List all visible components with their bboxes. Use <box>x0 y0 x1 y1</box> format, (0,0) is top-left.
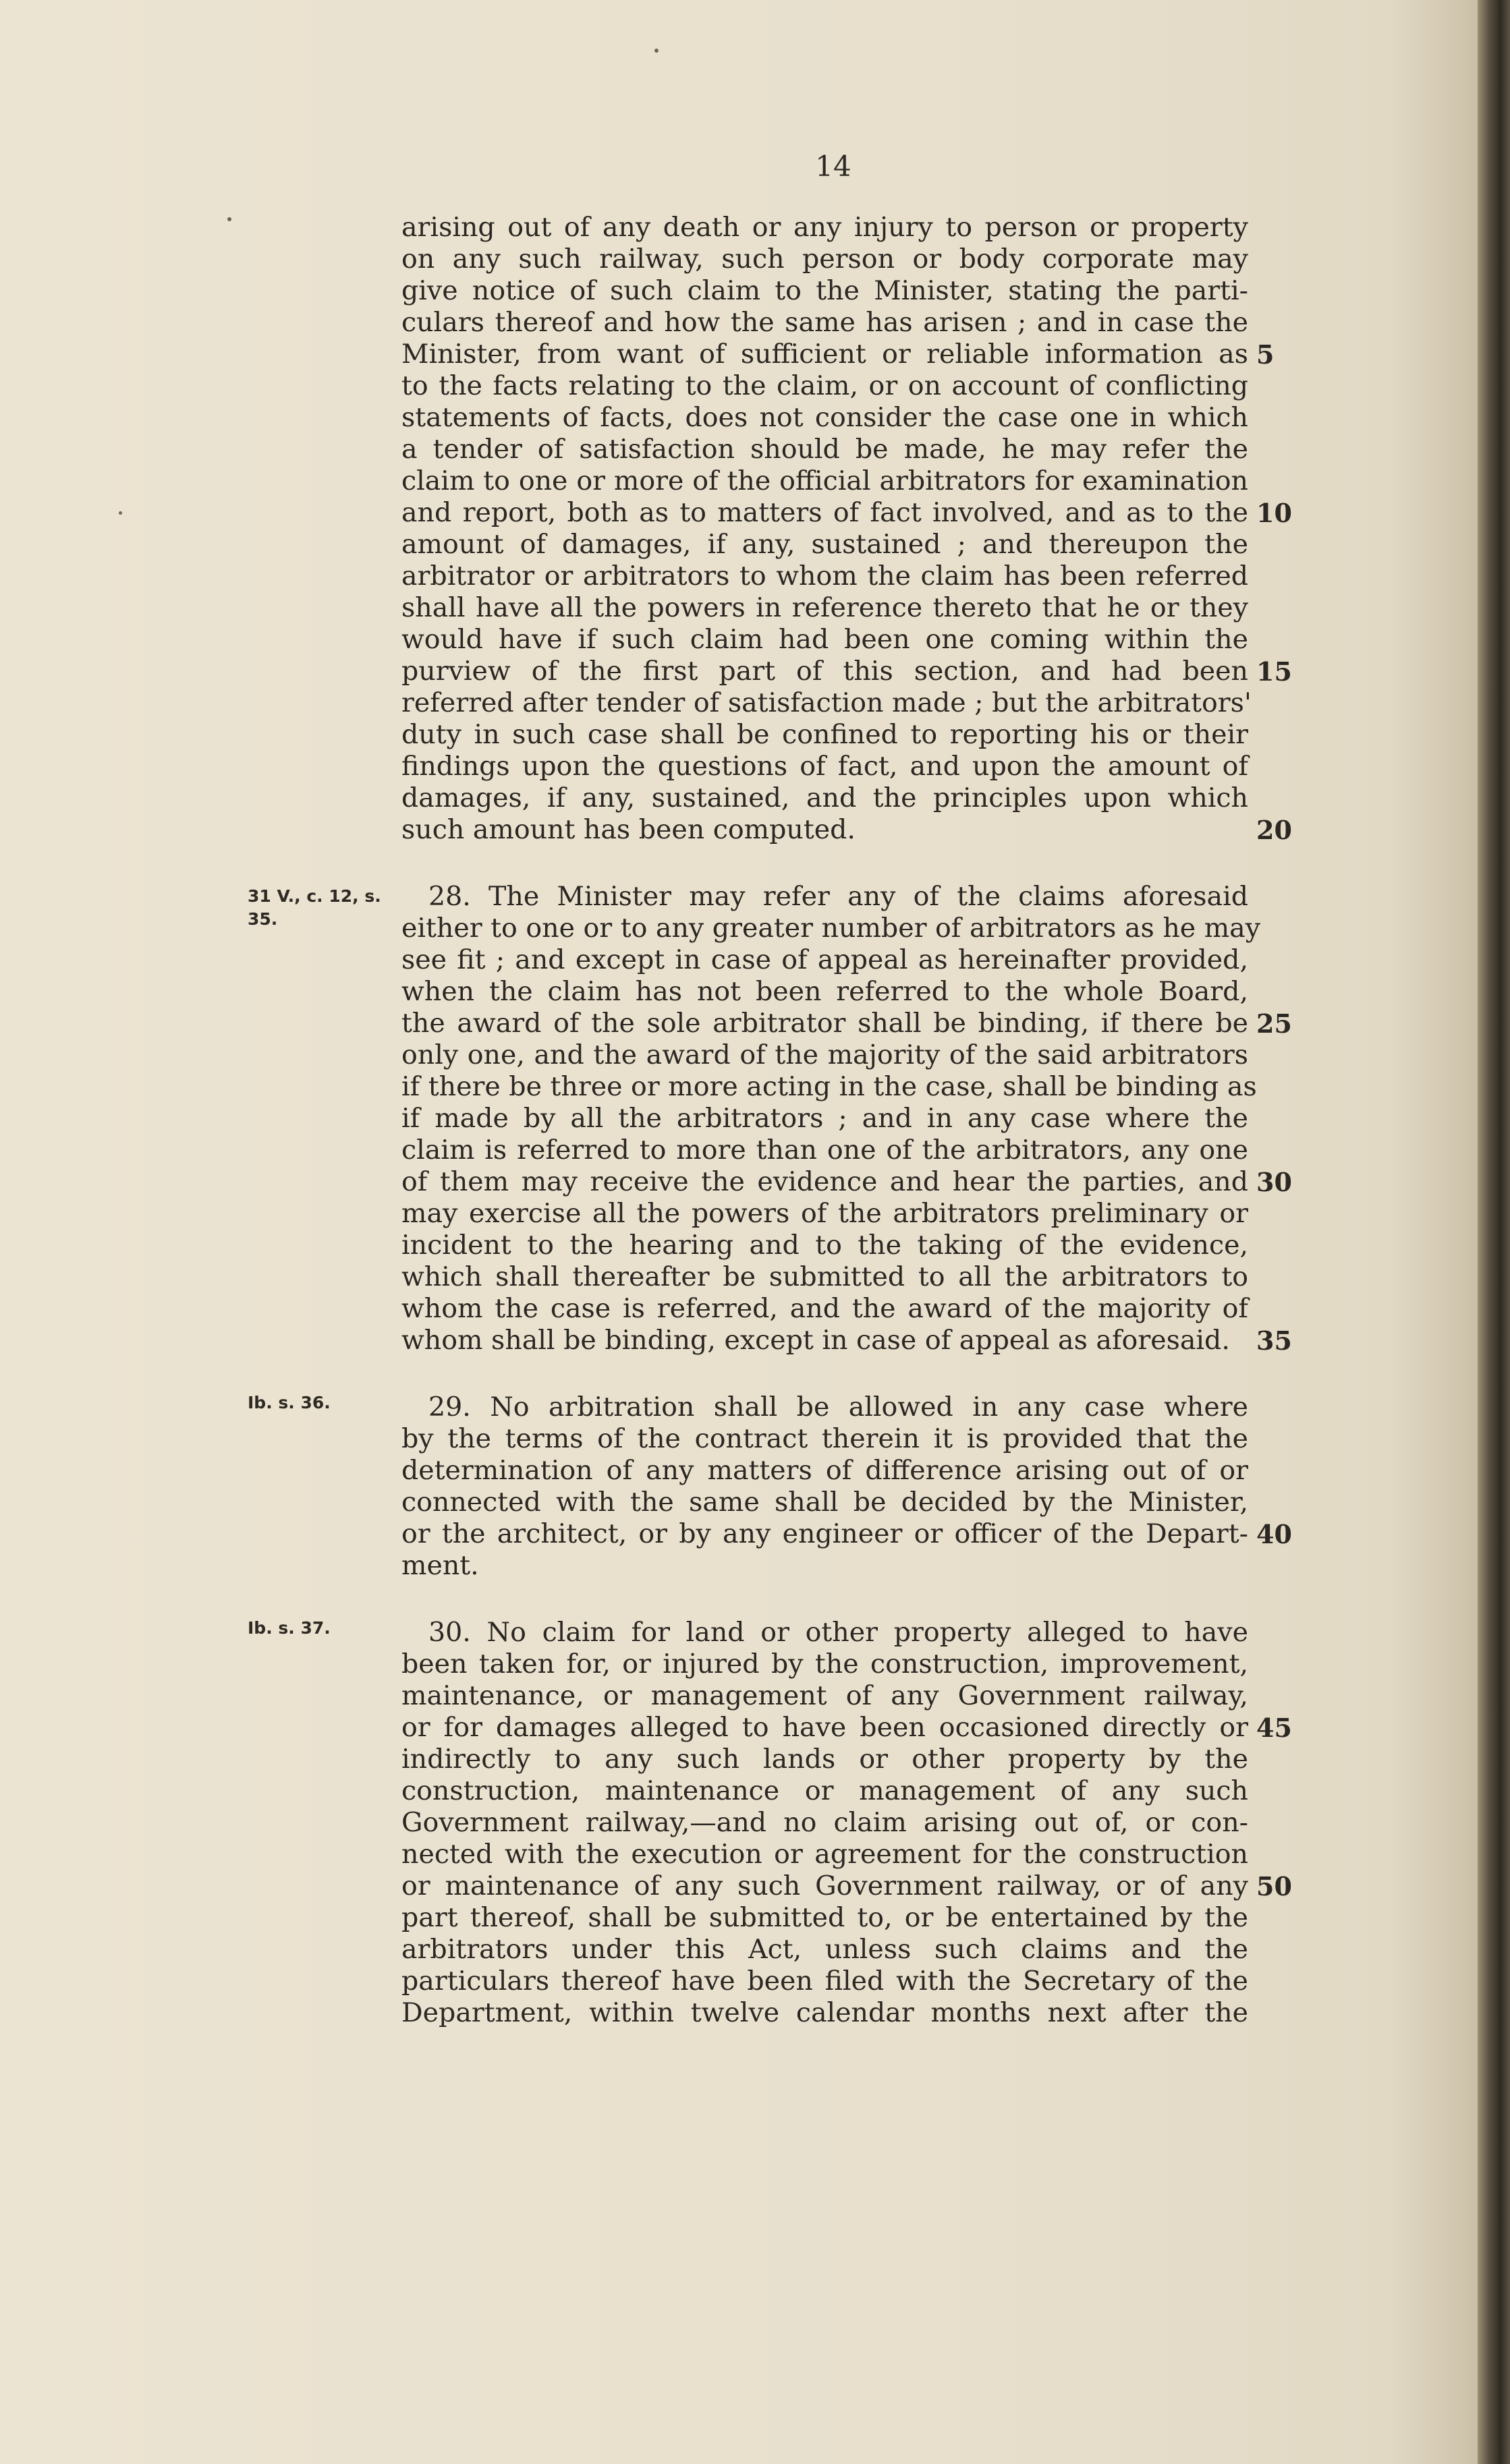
text-line: statements of facts, does not consider the case one in which <box>401 402 1248 433</box>
section-29-first-line: 29. No arbitration shall be allowed in any case where <box>428 1392 1248 1423</box>
text-line: by the terms of the contract therein it is provided that the <box>401 1423 1248 1454</box>
line-number: 40 <box>1256 1519 1292 1549</box>
text-line: construction, maintenance or management of any such <box>401 1775 1248 1806</box>
text-line: if made by all the arbitrators ; and in any case where the <box>401 1103 1248 1134</box>
text-line: determination of any matters of difference arising out of or <box>401 1455 1248 1486</box>
text-line: amount of damages, if any, sustained ; and thereupon the <box>401 529 1248 560</box>
text-line: claim to one or more of the official arbitrators for examination <box>401 465 1248 496</box>
section-30-first-line: 30. No claim for land or other property alleged to have <box>428 1617 1248 1648</box>
text-line: arising out of any death or any injury to person or property <box>401 212 1248 243</box>
text-line: such amount has been computed. <box>401 814 856 845</box>
margin-citation-s29: Ib. s. 36. <box>248 1393 331 1412</box>
text-line: arbitrator or arbitrators to whom the claim has been referred <box>401 561 1248 592</box>
text-line: nected with the execution or agreement for the construction <box>401 1839 1248 1870</box>
book-spine <box>1478 0 1510 2464</box>
text-line: culars thereof and how the same has arisen ; and in case the <box>401 307 1248 338</box>
text-line: Government railway,—and no claim arising out of, or con- <box>401 1807 1248 1838</box>
text-line: been taken for, or injured by the construction, improvement, <box>401 1649 1248 1680</box>
text-line: to the facts relating to the claim, or on account of conflicting <box>401 370 1248 401</box>
text-line: the award of the sole arbitrator shall be binding, if there be <box>401 1008 1248 1039</box>
text-line: either to one or to any greater number of arbitrators as he may <box>401 913 1261 944</box>
text-line: incident to the hearing and to the taking of the evidence, <box>401 1230 1248 1261</box>
text-line: purview of the first part of this section, and had been <box>401 656 1248 687</box>
line-number: 10 <box>1256 498 1292 528</box>
text-line: see fit ; and except in case of appeal as hereinafter provided, <box>401 944 1248 975</box>
text-line: or the architect, or by any engineer or officer of the Depart- <box>401 1518 1248 1549</box>
line-number: 15 <box>1256 656 1292 687</box>
margin-citation-s28: 31 V., c. 12, s. <box>248 886 381 906</box>
text-line: and report, both as to matters of fact involved, and as to the <box>401 497 1248 528</box>
text-line: which shall thereafter be submitted to all the arbitrators to <box>401 1261 1248 1292</box>
margin-citation-s30: Ib. s. 37. <box>248 1618 331 1638</box>
text-line: duty in such case shall be confined to reporting his or their <box>401 719 1248 750</box>
line-number: 35 <box>1256 1325 1292 1356</box>
text-line: ment. <box>401 1550 479 1581</box>
paper-speck <box>654 49 659 53</box>
text-line: if there be three or more acting in the case, shall be binding as <box>401 1071 1257 1102</box>
line-number: 20 <box>1256 815 1292 845</box>
page-number: 14 <box>815 150 851 183</box>
text-line: give notice of such claim to the Minister, stating the parti- <box>401 275 1248 306</box>
section-28-first-line: 28. The Minister may refer any of the claims aforesaid <box>428 881 1248 912</box>
text-line: when the claim has not been referred to the whole Board, <box>401 976 1248 1007</box>
text-line: referred after tender of satisfaction made ; but the arbitrators' <box>401 687 1252 718</box>
text-line: of them may receive the evidence and hear the parties, and <box>401 1166 1248 1197</box>
text-line: Department, within twelve calendar months next after the <box>401 1997 1248 2028</box>
text-line: or for damages alleged to have been occasioned directly or <box>401 1712 1248 1743</box>
text-line: a tender of satisfaction should be made, he may refer the <box>401 434 1248 465</box>
text-line: only one, and the award of the majority of the said arbitrators <box>401 1039 1248 1070</box>
text-line: findings upon the questions of fact, and upon the amount of <box>401 751 1248 782</box>
line-number: 30 <box>1256 1167 1292 1197</box>
text-line: shall have all the powers in reference thereto that he or they <box>401 592 1248 623</box>
text-line: may exercise all the powers of the arbitrators preliminary or <box>401 1198 1248 1229</box>
line-number: 25 <box>1256 1008 1292 1039</box>
text-line: connected with the same shall be decided by the Minister, <box>401 1487 1248 1518</box>
text-line: indirectly to any such lands or other property by the <box>401 1744 1248 1775</box>
text-line: claim is referred to more than one of the arbitrators, any one <box>401 1135 1248 1166</box>
line-number: 5 <box>1256 339 1275 370</box>
text-line: or maintenance of any such Government railway, or of any <box>401 1870 1248 1901</box>
text-line: whom the case is referred, and the award of the majority of <box>401 1293 1248 1324</box>
text-line: damages, if any, sustained, and the principles upon which <box>401 782 1248 813</box>
text-line: particulars thereof have been filed with the Secretary of the <box>401 1966 1248 1997</box>
text-line: Minister, from want of sufficient or reliable information as <box>401 339 1248 370</box>
text-line: part thereof, shall be submitted to, or be entertained by the <box>401 1902 1248 1933</box>
text-line: whom shall be binding, except in case of appeal as aforesaid. <box>401 1325 1230 1356</box>
line-number: 45 <box>1256 1713 1292 1743</box>
text-line: maintenance, or management of any Government railway, <box>401 1680 1248 1711</box>
paper-speck <box>227 217 231 221</box>
text-line: on any such railway, such person or body corporate may <box>401 243 1248 275</box>
text-line: arbitrators under this Act, unless such claims and the <box>401 1934 1248 1965</box>
line-number: 50 <box>1256 1871 1292 1901</box>
margin-citation-s28-cont: 35. <box>248 909 278 929</box>
text-line: would have if such claim had been one coming within the <box>401 624 1248 655</box>
paper-speck <box>119 511 122 515</box>
